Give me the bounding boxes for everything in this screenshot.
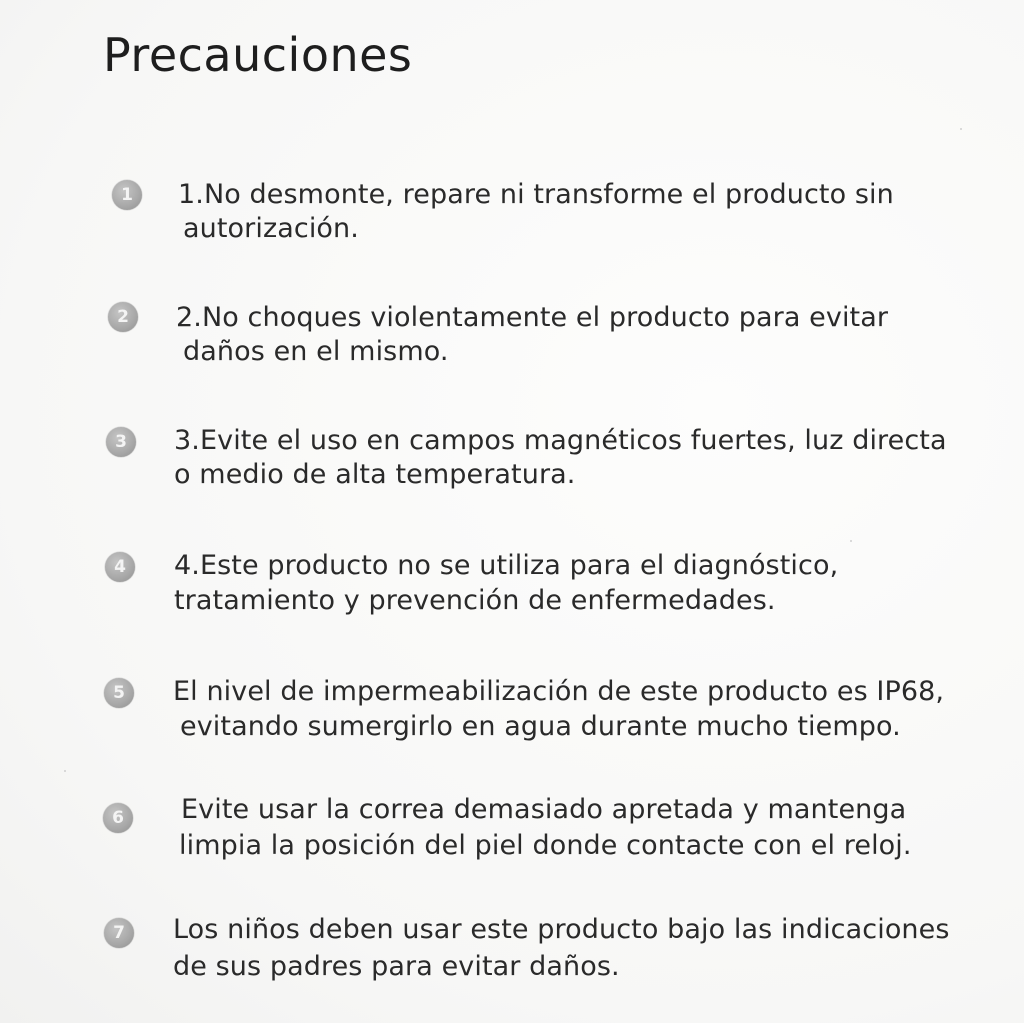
number-3-icon: 3: [106, 427, 136, 457]
precaution-2-line-2: daños en el mismo.: [183, 336, 449, 367]
precaution-7-line-2: de sus padres para evitar daños.: [173, 951, 620, 982]
number-5-icon: 5: [104, 678, 134, 708]
precaution-1-line-1: 1.No desmonte, repare ni transforme el producto sin: [178, 179, 894, 210]
precaution-3-line-1: 3.Evite el uso en campos magnéticos fuertes, luz directa: [174, 425, 947, 456]
number-6-icon: 6: [103, 803, 133, 833]
precaution-item-4: [0, 544, 1024, 624]
precaution-7-line-1: Los niños deben usar este producto bajo las indicaciones: [173, 914, 950, 945]
precaution-item-3: [0, 419, 1024, 499]
paper-speck: [960, 128, 962, 130]
precaution-item-7: [0, 910, 1024, 990]
precaution-1-line-2: autorización.: [183, 213, 359, 244]
number-4-icon: 4: [105, 552, 135, 582]
precaution-item-2: [0, 293, 1024, 373]
precaution-item-1: [0, 170, 1024, 250]
precaution-item-6: [0, 790, 1024, 870]
paper-speck: [64, 770, 66, 772]
precaution-5-line-1: El nivel de impermeabilización de este producto es IP68,: [173, 676, 945, 707]
page-title: Precauciones: [103, 28, 413, 82]
number-7-icon: 7: [104, 918, 134, 948]
precaution-2-line-1: 2.No choques violentamente el producto para evitar: [176, 302, 889, 333]
precaution-4-line-1: 4.Este producto no se utiliza para el diagnóstico,: [174, 550, 839, 581]
number-1-icon: 1: [112, 180, 142, 210]
precaution-4-line-2: tratamiento y prevención de enfermedades.: [174, 585, 776, 616]
precaution-5-line-2: evitando sumergirlo en agua durante mucho tiempo.: [180, 711, 901, 742]
precaution-6-line-1: Evite usar la correa demasiado apretada y mantenga: [181, 794, 907, 825]
number-2-icon: 2: [108, 302, 138, 332]
precaution-3-line-2: o medio de alta temperatura.: [174, 459, 576, 490]
precaution-item-5: [0, 670, 1024, 750]
paper-speck: [850, 540, 852, 542]
precaution-6-line-2: limpia la posición del piel donde contacte con el reloj.: [179, 830, 912, 861]
